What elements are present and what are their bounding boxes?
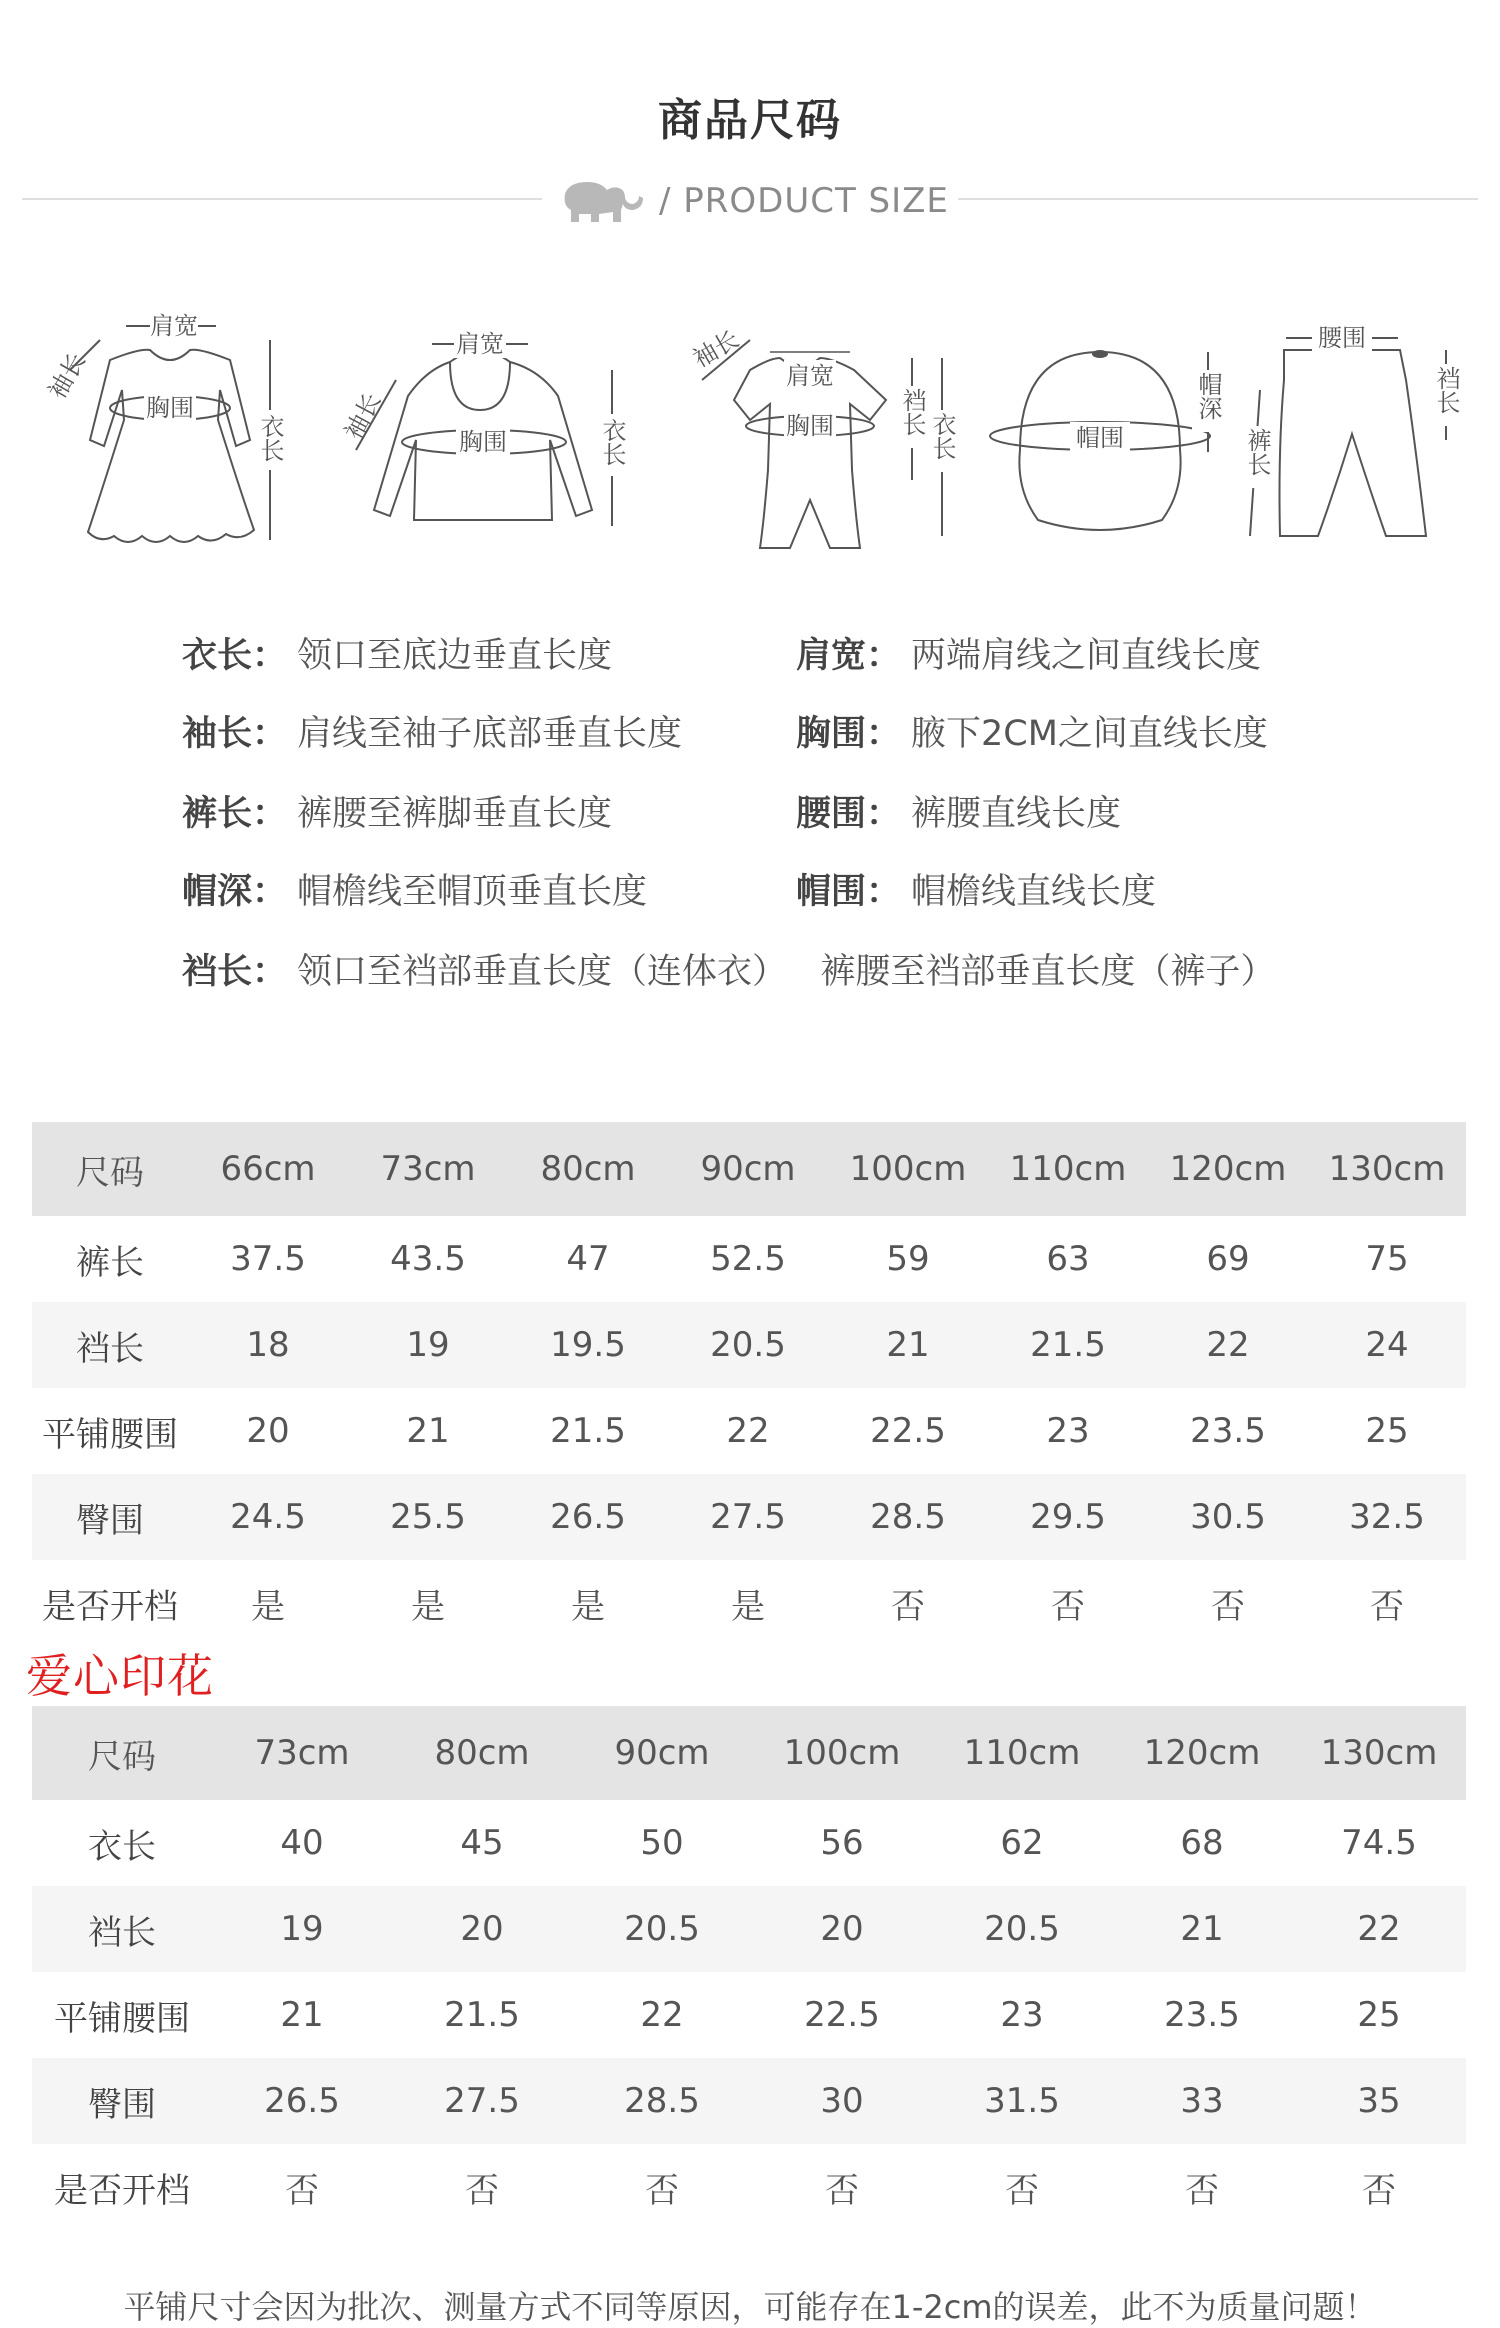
table-cell: 28.5 xyxy=(828,1474,988,1560)
page-title: 商品尺码 xyxy=(658,95,842,146)
table-cell: 27.5 xyxy=(392,2058,572,2144)
definition-row: 帽深 ： 帽檐线至帽顶垂直长度 xyxy=(182,872,648,912)
romper-sleeve-label: 袖长 xyxy=(688,324,744,374)
definition-row: 裆长 ： 领口至裆部垂直长度（连体衣） 裤腰至裆部垂直长度（裤子） xyxy=(182,952,1276,992)
definition-row: 腰围 ： 裤腰直线长度 xyxy=(796,794,1122,834)
table-cell: 56 xyxy=(820,1823,864,1863)
table-cell: 23 xyxy=(1000,1995,1044,2035)
table-cell: 22 xyxy=(640,1995,684,2035)
table-row xyxy=(32,1388,1466,1474)
table-cell: 18 xyxy=(188,1302,348,1388)
table-cell: 69 xyxy=(1206,1239,1250,1279)
table-cell: 否 xyxy=(285,2170,319,2211)
elephant-icon xyxy=(555,176,645,226)
sweater-shoulder-label: 肩宽 xyxy=(456,330,504,358)
table-cell: 33 xyxy=(1112,2058,1292,2144)
table-cell: 21 xyxy=(1112,1886,1292,1972)
table-row xyxy=(32,1560,1466,1646)
dress-diagram xyxy=(40,300,290,560)
dress-length-label: 衣长 xyxy=(256,414,284,462)
romper-diagram xyxy=(660,300,960,560)
table-cell: 26.5 xyxy=(212,2058,392,2144)
table-cell: 24 xyxy=(1308,1302,1466,1388)
row-label: 平铺腰围 xyxy=(42,1414,178,1455)
definition-row: 肩宽 ： 两端肩线之间直线长度 xyxy=(796,636,1262,676)
table-cell: 20 xyxy=(752,1886,932,1972)
table-row xyxy=(32,1800,1466,1886)
table-cell: 25 xyxy=(1357,1995,1401,2035)
sweater-chest-label: 胸围 xyxy=(459,428,507,456)
table-cell: 22 xyxy=(1292,1886,1466,1972)
table-cell: 否 xyxy=(1362,2170,1396,2211)
table-cell: 23.5 xyxy=(1190,1411,1266,1451)
table-cell: 25 xyxy=(1365,1411,1409,1451)
table-cell: 47 xyxy=(566,1239,610,1279)
header-cell: 80cm xyxy=(392,1706,572,1800)
header-cell: 66cm xyxy=(188,1122,348,1216)
header-cell: 120cm xyxy=(1112,1706,1292,1800)
pants-length-label: 裤长 xyxy=(1243,428,1271,476)
table-cell: 25.5 xyxy=(348,1474,508,1560)
header-cell: 100cm xyxy=(752,1706,932,1800)
header-cell: 110cm xyxy=(988,1122,1148,1216)
table-cell: 35 xyxy=(1292,2058,1466,2144)
table-header-row xyxy=(32,1122,1466,1216)
table-cell: 30.5 xyxy=(1148,1474,1308,1560)
romper-length-label: 衣长 xyxy=(928,412,956,460)
romper-rise-label: 裆长 xyxy=(898,388,926,436)
pants-rise-label: 裆长 xyxy=(1432,366,1460,414)
row-label: 臀围 xyxy=(32,1474,188,1560)
header-cell: 130cm xyxy=(1308,1122,1466,1216)
header-cell: 73cm xyxy=(212,1706,392,1800)
table-cell: 21.5 xyxy=(444,1995,520,2035)
romper-shoulder-label: 肩宽 xyxy=(786,362,834,390)
table-cell: 否 xyxy=(891,1586,925,1627)
header-cell: 尺码 xyxy=(32,1706,212,1800)
table-cell: 21 xyxy=(828,1302,988,1388)
table-row xyxy=(32,1972,1466,2058)
section-label-heart-print: 爱心印花 xyxy=(26,1649,214,1703)
hat-circumference-label: 帽围 xyxy=(1076,424,1124,452)
table-cell: 24.5 xyxy=(188,1474,348,1560)
pants-waist-label: 腰围 xyxy=(1318,324,1366,352)
sweater-diagram xyxy=(330,300,630,560)
header-cell: 尺码 xyxy=(32,1122,188,1216)
table-cell: 75 xyxy=(1365,1239,1409,1279)
table-cell: 62 xyxy=(1000,1823,1044,1863)
table-cell: 20.5 xyxy=(932,1886,1112,1972)
size-table-heart-print xyxy=(32,1706,1466,2230)
dress-shoulder-label: 肩宽 xyxy=(150,312,198,340)
header-cell: 73cm xyxy=(348,1122,508,1216)
table-cell: 26.5 xyxy=(508,1474,668,1560)
table-header-row xyxy=(32,1706,1466,1800)
row-label: 衣长 xyxy=(88,1826,156,1867)
row-label: 平铺腰围 xyxy=(54,1998,190,2039)
definition-row: 衣长 ： 领口至底边垂直长度 xyxy=(182,636,613,676)
sweater-sleeve-label: 袖长 xyxy=(339,388,387,445)
definition-row: 胸围 ： 腋下2CM之间直线长度 xyxy=(796,714,1268,754)
row-label: 裤长 xyxy=(76,1242,144,1283)
pants-diagram xyxy=(1240,300,1460,560)
row-label: 是否开档 xyxy=(54,2170,190,2211)
table-cell: 否 xyxy=(1005,2170,1039,2211)
table-cell: 23.5 xyxy=(1164,1995,1240,2035)
table-cell: 45 xyxy=(460,1823,504,1863)
footnote: 平铺尺寸会因为批次、测量方式不同等原因，可能存在1-2cm的误差，此不为质量问题！ xyxy=(123,2288,1377,2326)
table-cell: 52.5 xyxy=(710,1239,786,1279)
table-cell: 21.5 xyxy=(550,1411,626,1451)
table-row xyxy=(32,1474,1466,1560)
divider-left xyxy=(22,198,542,200)
table-cell: 63 xyxy=(1046,1239,1090,1279)
sweater-length-label: 衣长 xyxy=(598,418,626,466)
table-cell: 是 xyxy=(411,1586,445,1627)
table-cell: 20.5 xyxy=(572,1886,752,1972)
table-cell: 21.5 xyxy=(988,1302,1148,1388)
table-cell: 31.5 xyxy=(932,2058,1112,2144)
table-row xyxy=(32,2144,1466,2230)
row-label: 是否开档 xyxy=(42,1586,178,1627)
row-label: 裆长 xyxy=(32,1886,212,1972)
table-cell: 20.5 xyxy=(668,1302,828,1388)
table-cell: 19.5 xyxy=(508,1302,668,1388)
table-cell: 29.5 xyxy=(988,1474,1148,1560)
table-cell: 30 xyxy=(752,2058,932,2144)
table-cell: 否 xyxy=(465,2170,499,2211)
dress-chest-label: 胸围 xyxy=(146,394,194,422)
table-cell: 22 xyxy=(1148,1302,1308,1388)
definition-row: 帽围 ： 帽檐线直线长度 xyxy=(796,872,1157,912)
dress-sleeve-label: 袖长 xyxy=(42,348,92,404)
table-row xyxy=(32,1886,1466,1972)
header-cell: 100cm xyxy=(828,1122,988,1216)
table-cell: 43.5 xyxy=(390,1239,466,1279)
table-cell: 23 xyxy=(1046,1411,1090,1451)
table-cell: 68 xyxy=(1180,1823,1224,1863)
table-cell: 20 xyxy=(392,1886,572,1972)
table-cell: 否 xyxy=(1370,1586,1404,1627)
table-cell: 否 xyxy=(645,2170,679,2211)
table-row xyxy=(32,1216,1466,1302)
table-cell: 22.5 xyxy=(870,1411,946,1451)
row-label: 臀围 xyxy=(32,2058,212,2144)
definition-row: 袖长 ： 肩线至袖子底部垂直长度 xyxy=(182,714,683,754)
hat-diagram xyxy=(970,300,1240,560)
table-cell: 37.5 xyxy=(230,1239,306,1279)
table-cell: 是 xyxy=(251,1586,285,1627)
table-cell: 28.5 xyxy=(572,2058,752,2144)
hat-depth-label: 帽深 xyxy=(1194,372,1222,420)
table-row xyxy=(32,2058,1466,2144)
table-cell: 22 xyxy=(726,1411,770,1451)
table-cell: 59 xyxy=(886,1239,930,1279)
table-row xyxy=(32,1302,1466,1388)
header-cell: 110cm xyxy=(932,1706,1112,1800)
table-cell: 否 xyxy=(1211,1586,1245,1627)
header-cell: 90cm xyxy=(572,1706,752,1800)
table-cell: 是 xyxy=(731,1586,765,1627)
table-cell: 21 xyxy=(406,1411,450,1451)
table-cell: 是 xyxy=(571,1586,605,1627)
table-cell: 否 xyxy=(1185,2170,1219,2211)
header-cell: 130cm xyxy=(1292,1706,1466,1800)
table-cell: 否 xyxy=(1051,1586,1085,1627)
subtitle-text: / PRODUCT SIZE xyxy=(659,181,949,221)
row-label: 裆长 xyxy=(32,1302,188,1388)
romper-chest-label: 胸围 xyxy=(786,412,834,440)
table-cell: 27.5 xyxy=(668,1474,828,1560)
header-cell: 90cm xyxy=(668,1122,828,1216)
header-cell: 120cm xyxy=(1148,1122,1308,1216)
table-cell: 19 xyxy=(348,1302,508,1388)
divider-right xyxy=(958,198,1478,200)
table-cell: 22.5 xyxy=(804,1995,880,2035)
measurement-diagrams xyxy=(40,300,1460,560)
table-cell: 20 xyxy=(246,1411,290,1451)
table-cell: 19 xyxy=(212,1886,392,1972)
table-cell: 50 xyxy=(640,1823,684,1863)
subtitle xyxy=(555,176,949,226)
size-table-main xyxy=(32,1122,1466,1646)
table-cell: 32.5 xyxy=(1308,1474,1466,1560)
table-cell: 74.5 xyxy=(1341,1823,1417,1863)
definition-row: 裤长 ： 裤腰至裤脚垂直长度 xyxy=(182,794,613,834)
table-cell: 21 xyxy=(280,1995,324,2035)
table-cell: 40 xyxy=(280,1823,324,1863)
table-cell: 否 xyxy=(825,2170,859,2211)
header-cell: 80cm xyxy=(508,1122,668,1216)
